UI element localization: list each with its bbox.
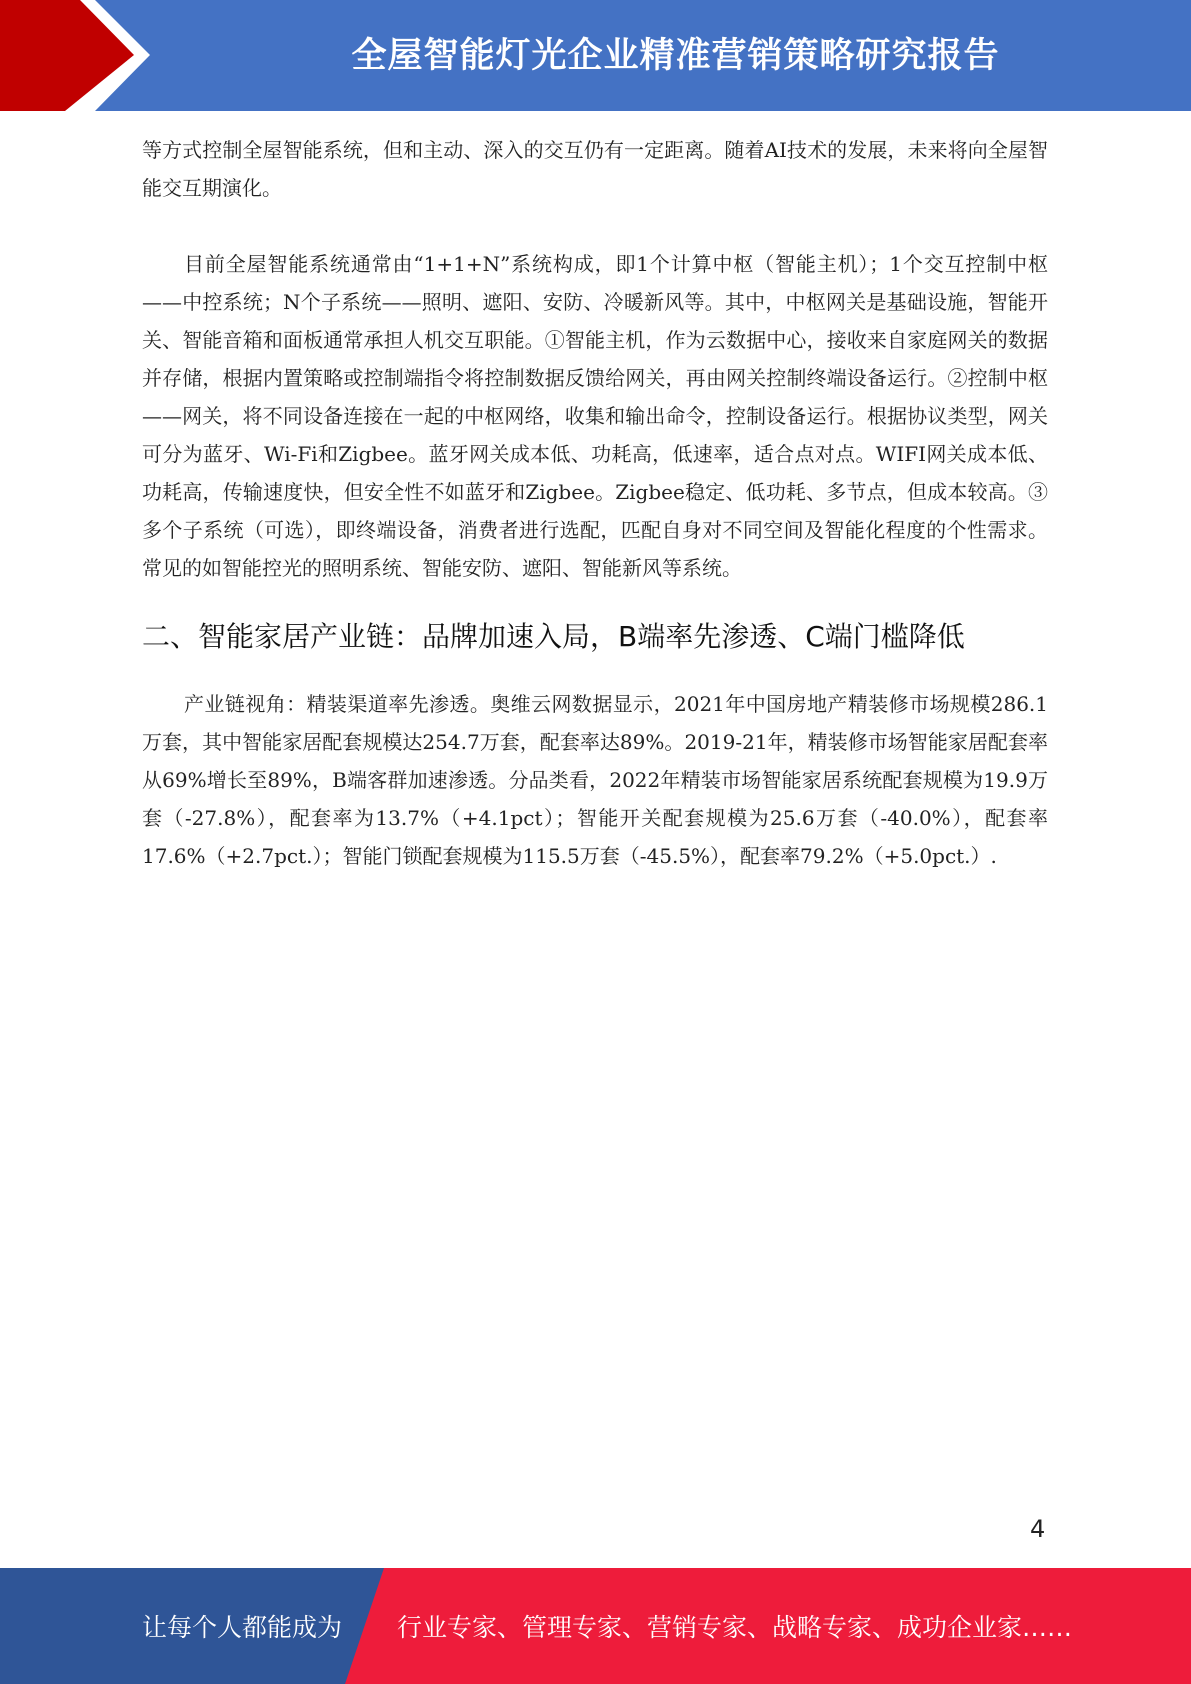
paragraph-industry-chain: 产业链视角：精装渠道率先渗透。奥维云网数据显示，2021年中国房地产精装修市场规模286.1万套，其中智能家居配套规模达254.7万套，配套率达89%。2019-21年，精装修市场智能家居配套率从69%增长至89%，B端客群加速渗透。分品类看，2022年精装市场智能家居系统配套规模为19.9万套（-27.8%），配套率为13.7%（+4.1pct）；智能开关配套规模为25.6万套（-40.0%），配套率17.6%（+2.7pct.）；智能门锁配套规模为115.5万套（-45.5%），配套率79.2%（+5.0pct.）. [142, 692, 1048, 868]
report-title: 全屋智能灯光企业精准营销策略研究报告 [351, 36, 1000, 76]
page-content [142, 131, 1048, 875]
section-heading: 二、智能家居产业链：品牌加速入局，B端率先渗透、C端门槛降低 [142, 620, 965, 653]
footer-slogan-right: 行业专家、管理专家、营销专家、战略专家、成功企业家…… [397, 1613, 1073, 1642]
paragraph-intro: 等方式控制全屋智能系统，但和主动、深入的交互仍有一定距离。随着AI技术的发展，未来将向全屋智能交互期演化。 [142, 138, 1048, 200]
page-header [0, 0, 1191, 111]
paragraph-system-structure: 目前全屋智能系统通常由“1+1+N”系统构成，即1个计算中枢（智能主机）；1个交互控制中枢——中控系统；N个子系统——照明、遮阳、安防、冷暖新风等。其中，中枢网关是基础设施，智能开关、智能音箱和面板通常承担人机交互职能。①智能主机，作为云数据中心，接收来自家庭网关的数据并存储，根据内置策略或控制端指令将控制数据反馈给网关，再由网关控制终端设备运行。②控制中枢——网关，将不同设备连接在一起的中枢网络，收集和输出命令，控制设备运行。根据协议类型，网关可分为蓝牙、Wi-Fi和Zigbee。蓝牙网关成本低、功耗高，低速率，适合点对点。WIFI网关成本低、功耗高，传输速度快，但安全性不如蓝牙和Zigbee。Zigbee稳定、低功耗、多节点，但成本较高。③多个子系统（可选），即终端设备，消费者进行选配，匹配自身对不同空间及智能化程度的个性需求。常见的如智能控光的照明系统、智能安防、遮阳、智能新风等系统。 [142, 252, 1048, 580]
page-footer [0, 1568, 1191, 1684]
page-number: 4 [1030, 1515, 1046, 1543]
footer-slogan-left: 让每个人都能成为 [142, 1613, 343, 1642]
